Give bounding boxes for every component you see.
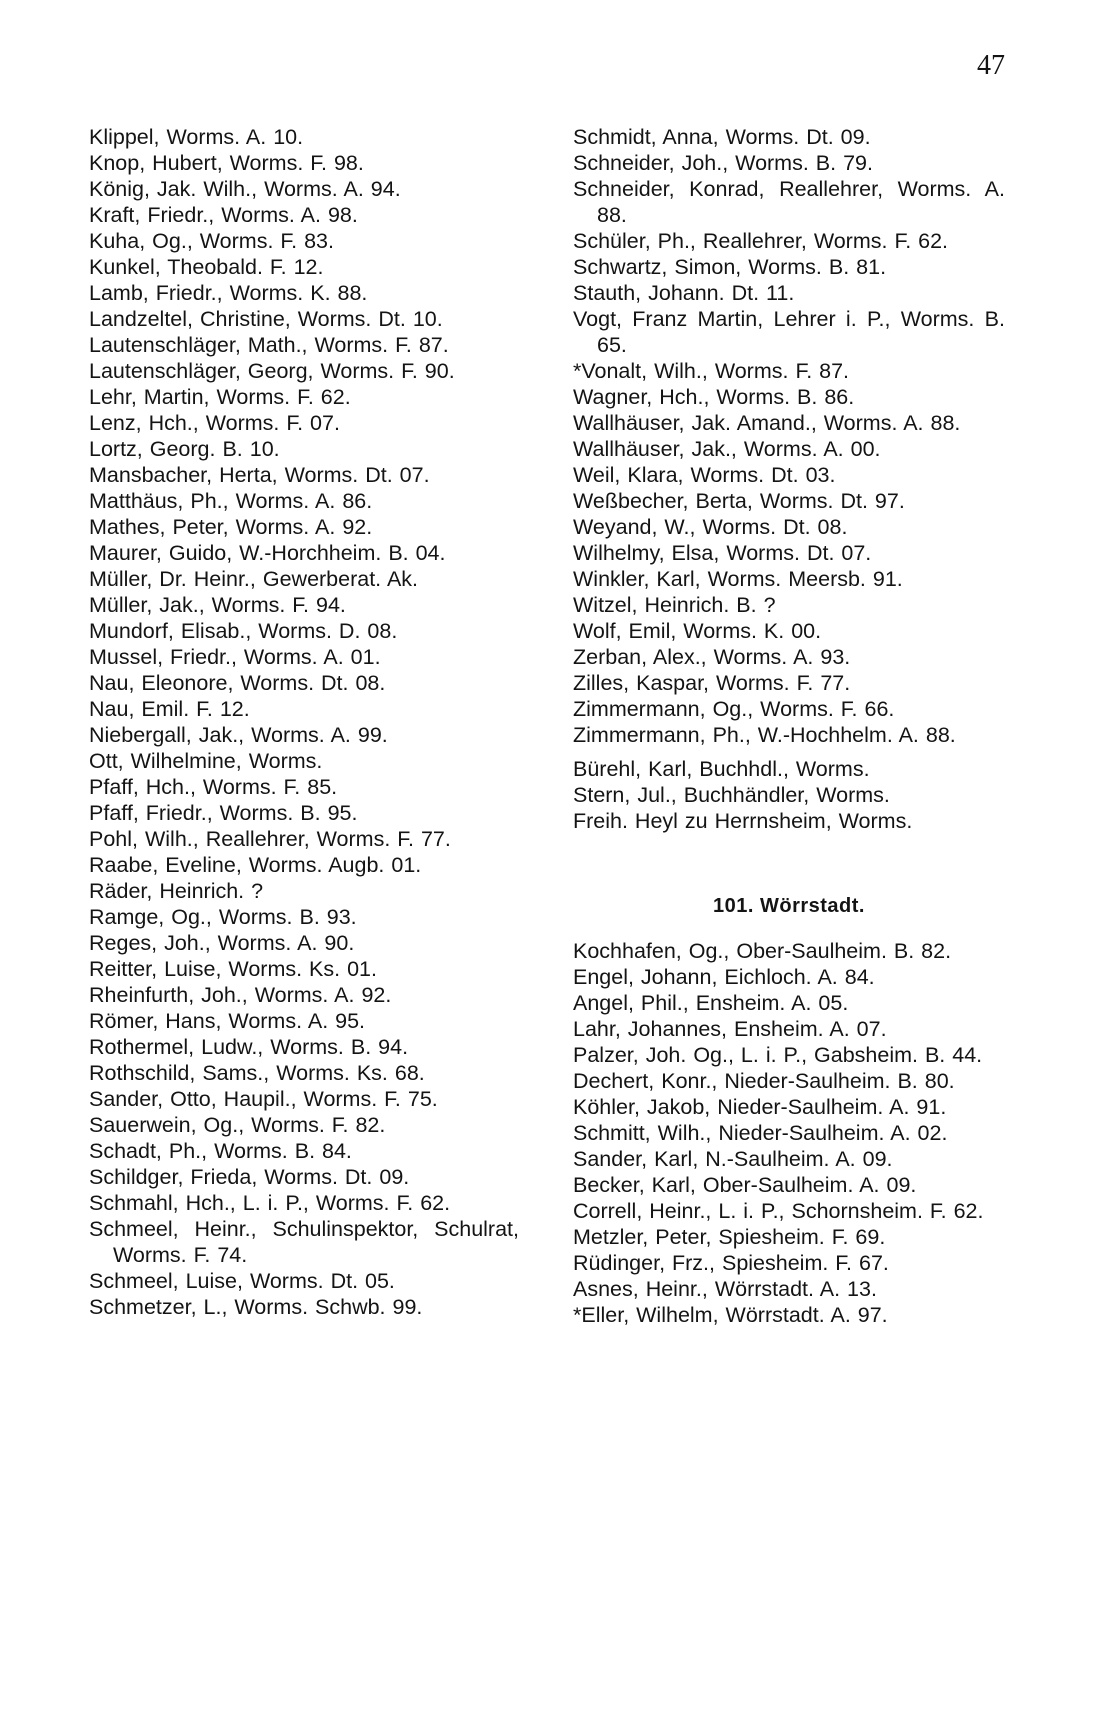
list-item: Römer, Hans, Worms. A. 95. [89,1009,366,1033]
list-item: Zilles, Kaspar, Worms. F. 77. [573,671,851,695]
list-item: Sander, Otto, Haupil., Worms. F. 75. [89,1087,438,1111]
list-item: Lehr, Martin, Worms. F. 62. [89,385,351,409]
right-column [573,124,1005,1328]
list-item: Lamb, Friedr., Worms. K. 88. [89,281,368,305]
list-item: Asnes, Heinr., Wörrstadt. A. 13. [573,1277,877,1301]
list-item: Lortz, Georg. B. 10. [89,437,280,461]
list-item: Ott, Wilhelmine, Worms. [89,749,323,773]
list-item: Kraft, Friedr., Worms. A. 98. [89,203,358,227]
list-item: Pfaff, Friedr., Worms. B. 95. [89,801,358,825]
list-item: Niebergall, Jak., Worms. A. 99. [89,723,388,747]
list-item: Schmetzer, L., Worms. Schwb. 99. [89,1295,423,1319]
list-item: Rothschild, Sams., Worms. Ks. 68. [89,1061,425,1085]
list-item: Sauerwein, Og., Worms. F. 82. [89,1113,386,1137]
list-item: Raabe, Eveline, Worms. Augb. 01. [89,853,422,877]
list-item: Becker, Karl, Ober-Saulheim. A. 09. [573,1173,917,1197]
list-item: König, Jak. Wilh., Worms. A. 94. [89,177,401,201]
list-item: Zimmermann, Og., Worms. F. 66. [573,697,895,721]
list-item: *Eller, Wilhelm, Wörrstadt. A. 97. [573,1303,888,1327]
list-item: Engel, Johann, Eichloch. A. 84. [573,965,875,989]
left-column [89,124,519,1320]
list-item: Mansbacher, Herta, Worms. Dt. 07. [89,463,430,487]
list-item: Correll, Heinr., L. i. P., Schornsheim. F. 62. [573,1199,984,1223]
list-item: Dechert, Konr., Nieder-Saulheim. B. 80. [573,1069,955,1093]
list-item: Zimmermann, Ph., W.-Hochhelm. A. 88. [573,723,956,747]
list-item: Lenz, Hch., Worms. F. 07. [89,411,340,435]
list-item: Angel, Phil., Ensheim. A. 05. [573,991,849,1015]
list-item: Zerban, Alex., Worms. A. 93. [573,645,851,669]
list-item: Lautenschläger, Math., Worms. F. 87. [89,333,449,357]
list-item: Klippel, Worms. A. 10. [89,125,304,149]
list-item: Matthäus, Ph., Worms. A. 86. [89,489,373,513]
list-item: Rheinfurth, Joh., Worms. A. 92. [89,983,392,1007]
list-item: Landzeltel, Christine, Worms. Dt. 10. [89,307,443,331]
list-item: Palzer, Joh. Og., L. i. P., Gabsheim. B. 44. [573,1043,983,1067]
list-item: Reges, Joh., Worms. A. 90. [89,931,355,955]
list-item: Stauth, Johann. Dt. 11. [573,281,795,305]
list-item: Schmidt, Anna, Worms. Dt. 09. [573,125,871,149]
list-item: Wolf, Emil, Worms. K. 00. [573,619,822,643]
list-item: Rüdinger, Frz., Spiesheim. F. 67. [573,1251,889,1275]
section-heading: 101. Wörrstadt. [713,895,865,917]
list-item: Winkler, Karl, Worms. Meersb. 91. [573,567,903,591]
list-item: Nau, Eleonore, Worms. Dt. 08. [89,671,386,695]
list-item: Pfaff, Hch., Worms. F. 85. [89,775,338,799]
list-item: Reitter, Luise, Worms. Ks. 01. [89,957,377,981]
list-item: Schüler, Ph., Reallehrer, Worms. F. 62. [573,229,949,253]
list-item: Schadt, Ph., Worms. B. 84. [89,1139,352,1163]
list-item: Schneider, Konrad, Reallehrer, Worms. A. 88. [573,177,1005,227]
list-item: Mundorf, Elisab., Worms. D. 08. [89,619,398,643]
list-item: Wallhäuser, Jak. Amand., Worms. A. 88. [573,411,961,435]
list-item: Ramge, Og., Worms. B. 93. [89,905,357,929]
page-number: 47 [977,50,1005,81]
list-item: Müller, Dr. Heinr., Gewerberat. Ak. [89,567,419,591]
list-item: Nau, Emil. F. 12. [89,697,250,721]
list-item: Kunkel, Theobald. F. 12. [89,255,324,279]
list-item: Bürehl, Karl, Buchhdl., Worms. [573,757,870,781]
list-item: Metzler, Peter, Spiesheim. F. 69. [573,1225,886,1249]
list-item: Schwartz, Simon, Worms. B. 81. [573,255,887,279]
list-item: Mussel, Friedr., Worms. A. 01. [89,645,381,669]
list-item: Lautenschläger, Georg, Worms. F. 90. [89,359,455,383]
list-item: Vogt, Franz Martin, Lehrer i. P., Worms. B. 65. [573,307,1005,357]
list-item: Weyand, W., Worms. Dt. 08. [573,515,848,539]
list-item: Witzel, Heinrich. B. ? [573,593,776,617]
list-item: Schmeel, Heinr., Schulinspektor, Schulrat, Worms. F. 74. [89,1217,519,1267]
list-item: Rothermel, Ludw., Worms. B. 94. [89,1035,409,1059]
list-item: Schmahl, Hch., L. i. P., Worms. F. 62. [89,1191,451,1215]
list-item: Räder, Heinrich. ? [89,879,264,903]
list-item: Schmitt, Wilh., Nieder-Saulheim. A. 02. [573,1121,948,1145]
list-item: Knop, Hubert, Worms. F. 98. [89,151,364,175]
list-item: Stern, Jul., Buchhändler, Worms. [573,783,890,807]
list-item: Schneider, Joh., Worms. B. 79. [573,151,873,175]
spacer [573,748,1005,756]
list-item: Maurer, Guido, W.-Horchheim. B. 04. [89,541,446,565]
list-item: Schmeel, Luise, Worms. Dt. 05. [89,1269,395,1293]
list-item: Pohl, Wilh., Reallehrer, Worms. F. 77. [89,827,451,851]
list-item: Wagner, Hch., Worms. B. 86. [573,385,855,409]
list-item: Kochhafen, Og., Ober-Saulheim. B. 82. [573,939,952,963]
list-item: Wilhelmy, Elsa, Worms. Dt. 07. [573,541,872,565]
list-item: Wallhäuser, Jak., Worms. A. 00. [573,437,881,461]
list-item: Sander, Karl, N.-Saulheim. A. 09. [573,1147,893,1171]
list-item: Mathes, Peter, Worms. A. 92. [89,515,373,539]
list-item: Kuha, Og., Worms. F. 83. [89,229,334,253]
list-item: *Vonalt, Wilh., Worms. F. 87. [573,359,850,383]
list-item: Weil, Klara, Worms. Dt. 03. [573,463,836,487]
list-item: Freih. Heyl zu Herrnsheim, Worms. [573,809,913,833]
list-item: Lahr, Johannes, Ensheim. A. 07. [573,1017,887,1041]
list-item: Schildger, Frieda, Worms. Dt. 09. [89,1165,410,1189]
list-item: Müller, Jak., Worms. F. 94. [89,593,346,617]
list-item: Köhler, Jakob, Nieder-Saulheim. A. 91. [573,1095,947,1119]
list-item: Weßbecher, Berta, Worms. Dt. 97. [573,489,905,513]
